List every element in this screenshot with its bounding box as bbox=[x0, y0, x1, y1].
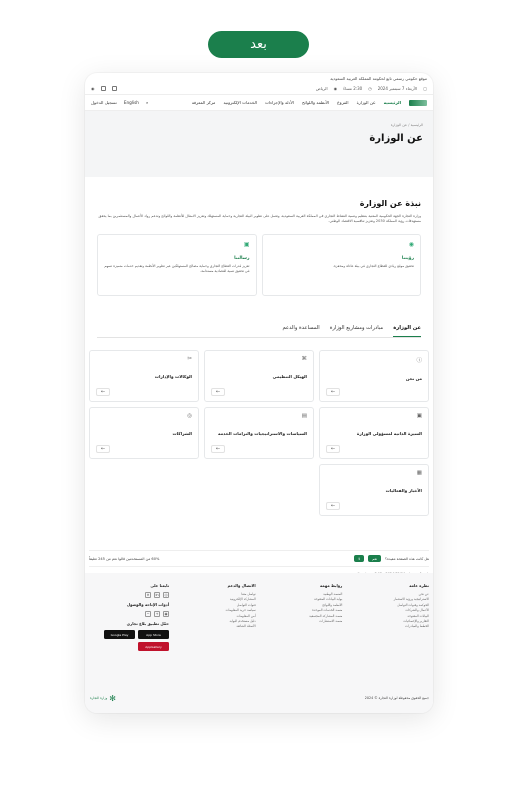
nav-item-home[interactable]: الرئيسية bbox=[383, 100, 401, 105]
footer-link[interactable]: أمن المعلومات bbox=[236, 613, 256, 618]
footer-link[interactable]: الحوكمة وقنوات التواصل bbox=[397, 602, 429, 607]
footer-col-title: تابعنا على bbox=[150, 583, 170, 588]
nav-item-about[interactable]: عن الوزارة bbox=[356, 100, 376, 105]
feedback-question: هل كانت هذه الصفحة مفيدة؟ bbox=[385, 556, 429, 561]
nav-item-regulations[interactable]: الأنظمة واللوائح bbox=[301, 100, 330, 105]
x-icon[interactable]: ✕ bbox=[146, 593, 150, 597]
footer-link[interactable]: عن نحن bbox=[418, 592, 429, 596]
zoom-in-icon[interactable]: + bbox=[155, 612, 159, 616]
about-section bbox=[85, 177, 433, 224]
document-icon: ▤ bbox=[301, 413, 307, 420]
footer-link[interactable]: قنوات التواصل bbox=[236, 602, 256, 607]
nav-item-guides[interactable]: الأدلة والإجراءات bbox=[264, 100, 294, 105]
card-policies[interactable] bbox=[204, 407, 314, 459]
ministry-logo[interactable] bbox=[409, 100, 427, 106]
eye-icon[interactable]: ◉ bbox=[164, 612, 168, 616]
feedback-yes-button[interactable]: نعم bbox=[368, 555, 381, 562]
card-title: الشراكات bbox=[172, 431, 192, 437]
calendar-icon: ▢ bbox=[423, 86, 427, 91]
accessibility-icon[interactable] bbox=[112, 86, 117, 91]
footer-link[interactable]: الأسئلة الشائعة bbox=[236, 624, 256, 629]
card-title: الأخبار والفعاليات bbox=[385, 488, 422, 494]
footer-link[interactable]: بوابة البيانات المفتوحة bbox=[313, 597, 343, 602]
appgallery-badge[interactable]: AppGallery bbox=[138, 642, 169, 651]
time-text: 2:30 مساءً bbox=[343, 86, 363, 91]
card-title: السيرة الذاتية لمسؤولي الوزارة bbox=[356, 431, 422, 437]
footer-col-follow bbox=[89, 583, 169, 651]
language-switch[interactable]: English bbox=[123, 100, 139, 105]
arrow-left-icon[interactable]: ← bbox=[96, 388, 110, 396]
ministry-emblem bbox=[89, 691, 117, 705]
palm-emblem-icon: ✻ bbox=[109, 693, 116, 703]
linkedin-icon[interactable]: in bbox=[155, 593, 159, 597]
site-footer bbox=[85, 573, 433, 713]
tab-support[interactable]: المساعدة والدعم bbox=[282, 325, 320, 332]
arrow-left-icon[interactable]: ← bbox=[326, 445, 340, 453]
arrow-left-icon[interactable]: ← bbox=[96, 445, 110, 453]
card-title: الوكالات والإدارات bbox=[154, 374, 192, 380]
breadcrumb[interactable]: الرئيسية / عن الوزارة bbox=[390, 123, 423, 127]
main-nav bbox=[85, 95, 433, 111]
card-title: السياسات والاستراتيجيات والتزامات الخدمة bbox=[218, 431, 307, 437]
vision-card bbox=[262, 234, 422, 296]
vision-mission bbox=[97, 234, 421, 296]
footer-col-links bbox=[262, 583, 342, 651]
zoom-icon[interactable] bbox=[101, 86, 106, 91]
google-play-badge[interactable]: Google Play bbox=[104, 630, 135, 639]
footer-link[interactable]: المنصة الوطنية bbox=[323, 592, 343, 596]
page-hero bbox=[85, 111, 433, 177]
footer-col-title: روابط مهمة bbox=[319, 583, 343, 588]
footer-link[interactable]: الخطط والمبادرات bbox=[405, 624, 429, 629]
arrow-left-icon[interactable]: ← bbox=[326, 388, 340, 396]
footer-link[interactable]: المشاركة الإلكترونية bbox=[229, 597, 256, 602]
footer-link[interactable]: سياسة حرية المعلومات bbox=[225, 608, 256, 613]
feedback-stat: 60% من المستخدمين قالوا نعم من 245 تعليقاً bbox=[89, 556, 160, 561]
instagram-icon[interactable]: ◎ bbox=[164, 593, 168, 597]
about-description: وزارة التجارة الجهة الحكومية المعنية بتنظيم وتنمية النشاط التجاري في المملكة العربية السعودية، وتعمل على تطوير البيئة التجارية وحماية المستهلك وتعزيز الامتثال للأنظمة واللوائح وتدعم رواد الأعمال والمستثمرين بما يحقق مستهدفات رؤية المملكة 2030 وتعزيز تنافسية الاقتصاد الوطني. bbox=[98, 214, 421, 224]
arrow-left-icon[interactable]: ← bbox=[326, 502, 340, 510]
briefcase-icon: ▣ bbox=[243, 241, 250, 249]
tab-about[interactable]: عن الوزارة bbox=[393, 320, 421, 337]
app-store-badge[interactable]: App Store bbox=[138, 630, 169, 639]
about-cards-grid bbox=[89, 350, 429, 516]
search-icon[interactable]: ⌕ bbox=[145, 100, 149, 105]
card-who-we-are[interactable] bbox=[319, 350, 429, 402]
nav-item-knowledge[interactable]: مركز المعرفة bbox=[191, 100, 216, 105]
footer-link[interactable]: دليل مستخدم البوابة bbox=[229, 619, 256, 624]
feedback-bar bbox=[89, 550, 429, 567]
copyright: جميع الحقوق محفوظة لوزارة التجارة © 2024 bbox=[364, 696, 429, 700]
page-title: عن الوزارة bbox=[369, 133, 423, 144]
profile-icon: ▣ bbox=[416, 413, 422, 420]
vision-desc: تحقيق موقع ريادي للقطاع التجاري في بيئة عادلة ومحفزة. bbox=[332, 264, 414, 269]
download-title: حمّل تطبيق بلاغ تجاري bbox=[126, 621, 170, 626]
footer-link[interactable]: الأعمال والشركات bbox=[405, 608, 429, 613]
info-icon: ⓘ bbox=[416, 358, 422, 365]
card-title: الهيكل التنظيمي bbox=[272, 374, 307, 380]
footer-col-title: الاتصال والدعم bbox=[227, 583, 256, 588]
gov-notice-bar bbox=[85, 73, 433, 83]
footer-link[interactable]: الاستراتيجية ورؤية الاستثمار bbox=[393, 597, 429, 602]
footer-link[interactable]: الأنظمة واللوائح bbox=[322, 602, 343, 607]
location-icon: ◉ bbox=[333, 86, 338, 91]
nav-item-branches[interactable]: الفروع bbox=[337, 100, 349, 105]
browser-frame bbox=[85, 73, 433, 713]
tools-icon: ✂ bbox=[187, 356, 192, 363]
info-bar bbox=[85, 83, 433, 95]
footer-link[interactable]: تواصل معنا bbox=[241, 592, 256, 596]
footer-col-overview bbox=[349, 583, 429, 651]
footer-col-title: نظرة عامة bbox=[409, 583, 429, 588]
tab-initiatives[interactable]: مبادرات ومشاريع الوزارة bbox=[329, 325, 384, 332]
mission-desc: تعزيز قدرات القطاع التجاري وحماية مصالح المستهلكين عبر تطوير الأنظمة وتقديم خدمات متميزة تسهم في تحقيق تنمية اقتصادية مستدامة. bbox=[104, 264, 250, 274]
card-org-structure[interactable] bbox=[204, 350, 314, 402]
footer-link[interactable]: البيانات المفتوحة bbox=[407, 613, 429, 618]
card-title: من نحن bbox=[405, 376, 422, 382]
feedback-no-button[interactable]: لا bbox=[354, 555, 364, 562]
status-badge: بعد bbox=[208, 31, 309, 58]
zoom-out-icon[interactable]: − bbox=[146, 612, 150, 616]
eye-icon[interactable]: ◉ bbox=[91, 86, 95, 91]
tab-bar bbox=[97, 320, 421, 338]
gov-notice: موقع حكومي رسمي تابع لحكومة المملكة العربية السعودية bbox=[330, 75, 427, 81]
card-news[interactable] bbox=[319, 464, 429, 516]
about-title: نبذة عن الوزارة bbox=[359, 199, 421, 208]
mission-title: رسالتنا bbox=[234, 256, 250, 262]
org-icon: ⌘ bbox=[301, 356, 307, 363]
weather-text: الرياض bbox=[315, 86, 328, 91]
arrow-left-icon[interactable]: ← bbox=[211, 445, 225, 453]
footer-link[interactable]: منصة الاستشارات bbox=[319, 619, 343, 624]
vision-title: رؤيتنا bbox=[401, 256, 414, 262]
clock-icon: ◷ bbox=[368, 86, 372, 91]
footer-link[interactable]: منصة الخدمات الموحدة bbox=[312, 608, 343, 613]
login-link[interactable]: تسجيل الدخول bbox=[91, 100, 117, 105]
ministry-name: وزارة التجارة bbox=[90, 696, 108, 700]
footer-col-support bbox=[176, 583, 256, 651]
eye-icon: ◉ bbox=[408, 241, 414, 249]
footer-link[interactable]: منصة المشاركة المجتمعية bbox=[309, 613, 343, 618]
nav-item-eservices[interactable]: الخدمات الإلكترونية bbox=[223, 100, 257, 105]
arrow-left-icon[interactable]: ← bbox=[211, 388, 225, 396]
date-text: الأربعاء 7 سبتمبر 2024 bbox=[377, 86, 418, 91]
handshake-icon: ◎ bbox=[187, 413, 192, 420]
card-partnerships[interactable] bbox=[89, 407, 199, 459]
card-agencies[interactable] bbox=[89, 350, 199, 402]
footer-link[interactable]: التقارير والإحصائيات bbox=[403, 619, 429, 624]
accessibility-title: أدوات الإتاحة والوصول bbox=[126, 602, 170, 607]
news-icon: ▦ bbox=[416, 470, 422, 477]
mission-card bbox=[97, 234, 257, 296]
card-officials-cv[interactable] bbox=[319, 407, 429, 459]
